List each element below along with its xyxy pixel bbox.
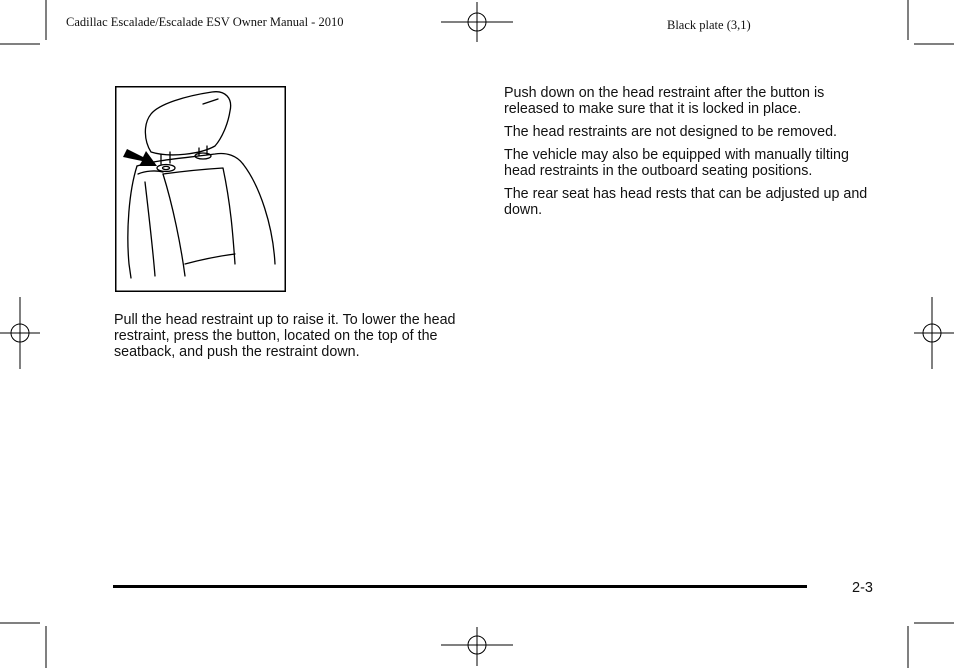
raise-lower-instructions: Pull the head restraint up to raise it. To lower the head restraint, press the button, located on the top of the seatback, and push the restraint down. xyxy=(114,312,456,360)
footer-rule xyxy=(113,585,807,588)
plate-label: Black plate (3,1) xyxy=(667,18,751,32)
paragraph-not-removable: The head restraints are not designed to be removed. xyxy=(504,124,838,140)
page-number: 2-3 xyxy=(852,580,873,596)
paragraph-rear-seat: The rear seat has head rests that can be adjusted up and down. xyxy=(504,186,868,218)
seat-head-restraint-figure xyxy=(115,86,286,292)
seat-head-restraint-illustration-icon xyxy=(115,86,286,292)
paragraph-lock-check: Push down on the head restraint after the button is released to make sure that it is locked in place. xyxy=(504,85,825,117)
paragraph-tilting-restraints: The vehicle may also be equipped with manually tilting head restraints in the outboard seating positions. xyxy=(504,147,849,179)
right-column xyxy=(504,85,874,225)
manual-title: Cadillac Escalade/Escalade ESV Owner Manual - 2010 xyxy=(66,15,344,29)
